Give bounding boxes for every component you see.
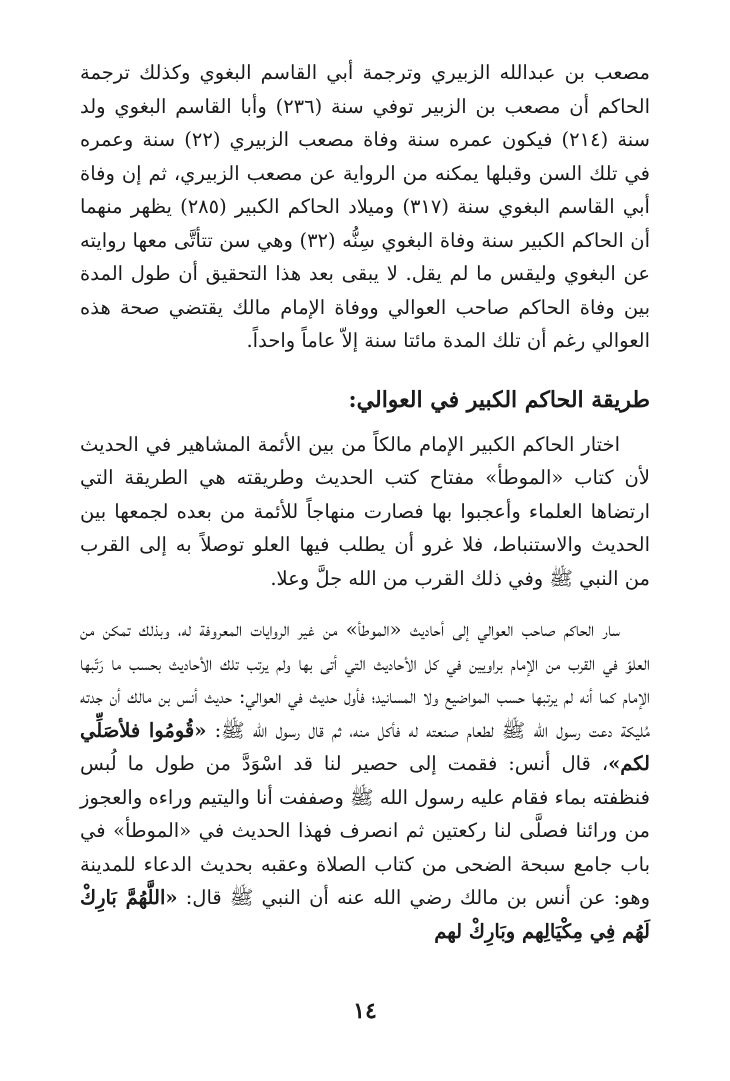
hadith-quote-1: «قُومُوا فلأصَلِّي لكم» [80, 718, 650, 775]
hadith-quote-2: «اللَّهُمَّ بَارِكْ لَهُم فِي مِكْيَالِهم وبَارِكْ لهم [80, 886, 650, 943]
paragraph-gap [80, 595, 650, 613]
hadith-text-part-1: سار الحاكم صاحب العوالي إلى أحاديث «الموطأ» من غير الروايات المعروفة له، وبذلك تمكن من العلوّ في القرب من الإمام براويين في كل الأحاديث التي أتى بها ولم يرتب تلك الأحاديث بحسب ما رَتّبها الإمام كما أنه لم يرتبها حسب المواضيع ولا المسانيد؛ فأول حديث في العوالي: حديث أنس بن مالك أن جدته مُليكة دعت رسول الله ﷺ لطعام صنعته له فأكل منه، ثم قال رسول الله ﷺ: [80, 618, 650, 742]
paragraph-method: اختار الحاكم الكبير الإمام مالكاً من بين الأئمة المشاهير في الحديث لأن كتاب «الموطأ» مفتاح كتب الحديث وطريقته هي الطريقة التي ارتضاها العلماء وأعجبوا بها فصارت منهاجاً للأئمة من بعده لجمعها بين الحديث والاستنباط، فلا غرو أن يطلب فيها العلو توصلاً به إلى القرب من النبي ﷺ وفي ذلك القرب من الله جلَّ وعلا. [80, 432, 650, 590]
page-number: ١٤ [353, 998, 377, 1024]
paragraph-chronology: مصعب بن عبدالله الزبيري وترجمة أبي القاسم البغوي وكذلك ترجمة الحاكم أن مصعب بن الزبير توفي سنة (٢٣٦) وأبا القاسم البغوي ولد سنة (٢١٤) فيكون عمره سنة وفاة مصعب الزبيري (٢٢) سنة وعمره في تلك السن وقبلها يمكنه من الرواية عن مصعب الزبيري، ثم إن وفاة أبي القاسم البغوي سنة (٣١٧) وميلاد الحاكم الكبير (٢٨٥) يظهر منهما أن الحاكم الكبير سنة وفاة البغوي سِنُّه (٣٢) وهي سن تتأتَّى معها روايته عن البغوي وليقس ما لم يقل. لا يبقى بعد هذا التحقيق أن طول المدة بين وفاة الحاكم صاحب العوالي ووفاة الإمام مالك يقتضي صحة هذه العوالي رغم أن تلك المدة مائتا سنة إلاّ عاماً واحداً. [80, 61, 651, 352]
paragraph-first-hadith [80, 613, 650, 948]
hadith-text-part-2: ، قال أنس: فقمت إلى حصير لنا قد اسْوَدَّ من طول ما لُبس فنظفته بماء فقام عليه رسول الله ﷺ وصففت أنا واليتيم وراءه والعجوز من ورائنا فصلَّى لنا ركعتين ثم انصرف فهذا الحديث في «الموطأ» في باب جامع سبحة الضحى من كتاب الصلاة وعقبه بحديث الدعاء للمدينة وهو: عن أنس بن مالك رضي الله عنه أن النبي ﷺ قال: [80, 752, 650, 909]
section-heading: طريقة الحاكم الكبير في العوالي: [348, 386, 650, 413]
